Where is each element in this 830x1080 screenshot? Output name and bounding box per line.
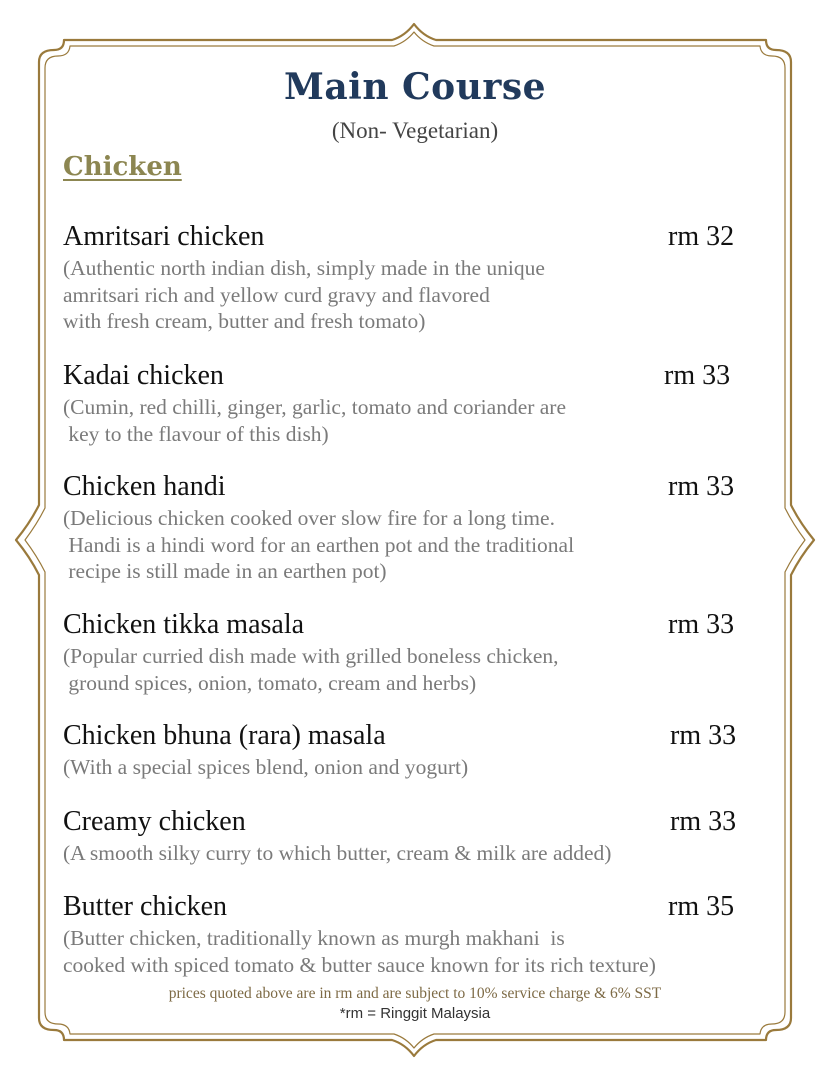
menu-item-description: (With a special spices blend, onion and yogurt): [63, 755, 469, 779]
menu-item-price: rm 32: [668, 221, 735, 252]
section-heading-chicken: Chicken: [63, 152, 182, 182]
menu-item-name: Chicken bhuna (rara) masala: [63, 720, 386, 751]
menu-item-description: (Authentic north indian dish, simply made in the unique amritsari rich and yellow curd gravy and flavored with fresh cream, butter and fresh tomato): [63, 256, 545, 333]
menu-item-description: (Popular curried dish made with grilled boneless chicken, ground spices, onion, tomato, cream and herbs): [63, 644, 559, 695]
menu-item-description: (Cumin, red chilli, ginger, garlic, tomato and coriander are key to the flavour of this dish): [63, 395, 567, 446]
menu-item-name: Chicken tikka masala: [63, 609, 305, 640]
menu-item-name: Creamy chicken: [63, 806, 246, 837]
menu-item-name: Chicken handi: [63, 471, 226, 502]
page-title: Main Course: [283, 66, 547, 108]
currency-footnote: *rm = Ringgit Malaysia: [339, 1005, 491, 1022]
price-disclaimer: prices quoted above are in rm and are subject to 10% service charge & 6% SST: [168, 985, 662, 1002]
menu-item-name: Butter chicken: [63, 891, 228, 922]
menu-item-name: Kadai chicken: [63, 360, 224, 391]
menu-item-description: (Butter chicken, traditionally known as murgh makhani is cooked with spiced tomato & butter sauce known for its rich texture): [63, 926, 656, 977]
menu-item-price: rm 35: [668, 891, 735, 922]
menu-item-price: rm 33: [670, 720, 737, 751]
menu-item-description: (A smooth silky curry to which butter, cream & milk are added): [63, 841, 612, 865]
page-subtitle: (Non- Vegetarian): [331, 118, 499, 143]
menu-item-description: (Delicious chicken cooked over slow fire for a long time. Handi is a hindi word for an earthen pot and the traditional recipe is still made in an earthen pot): [63, 506, 575, 583]
menu-item-price: rm 33: [664, 360, 731, 391]
menu-item-price: rm 33: [668, 609, 735, 640]
menu-item-price: rm 33: [668, 471, 735, 502]
menu-item-price: rm 33: [670, 806, 737, 837]
menu-item-name: Amritsari chicken: [63, 221, 265, 252]
